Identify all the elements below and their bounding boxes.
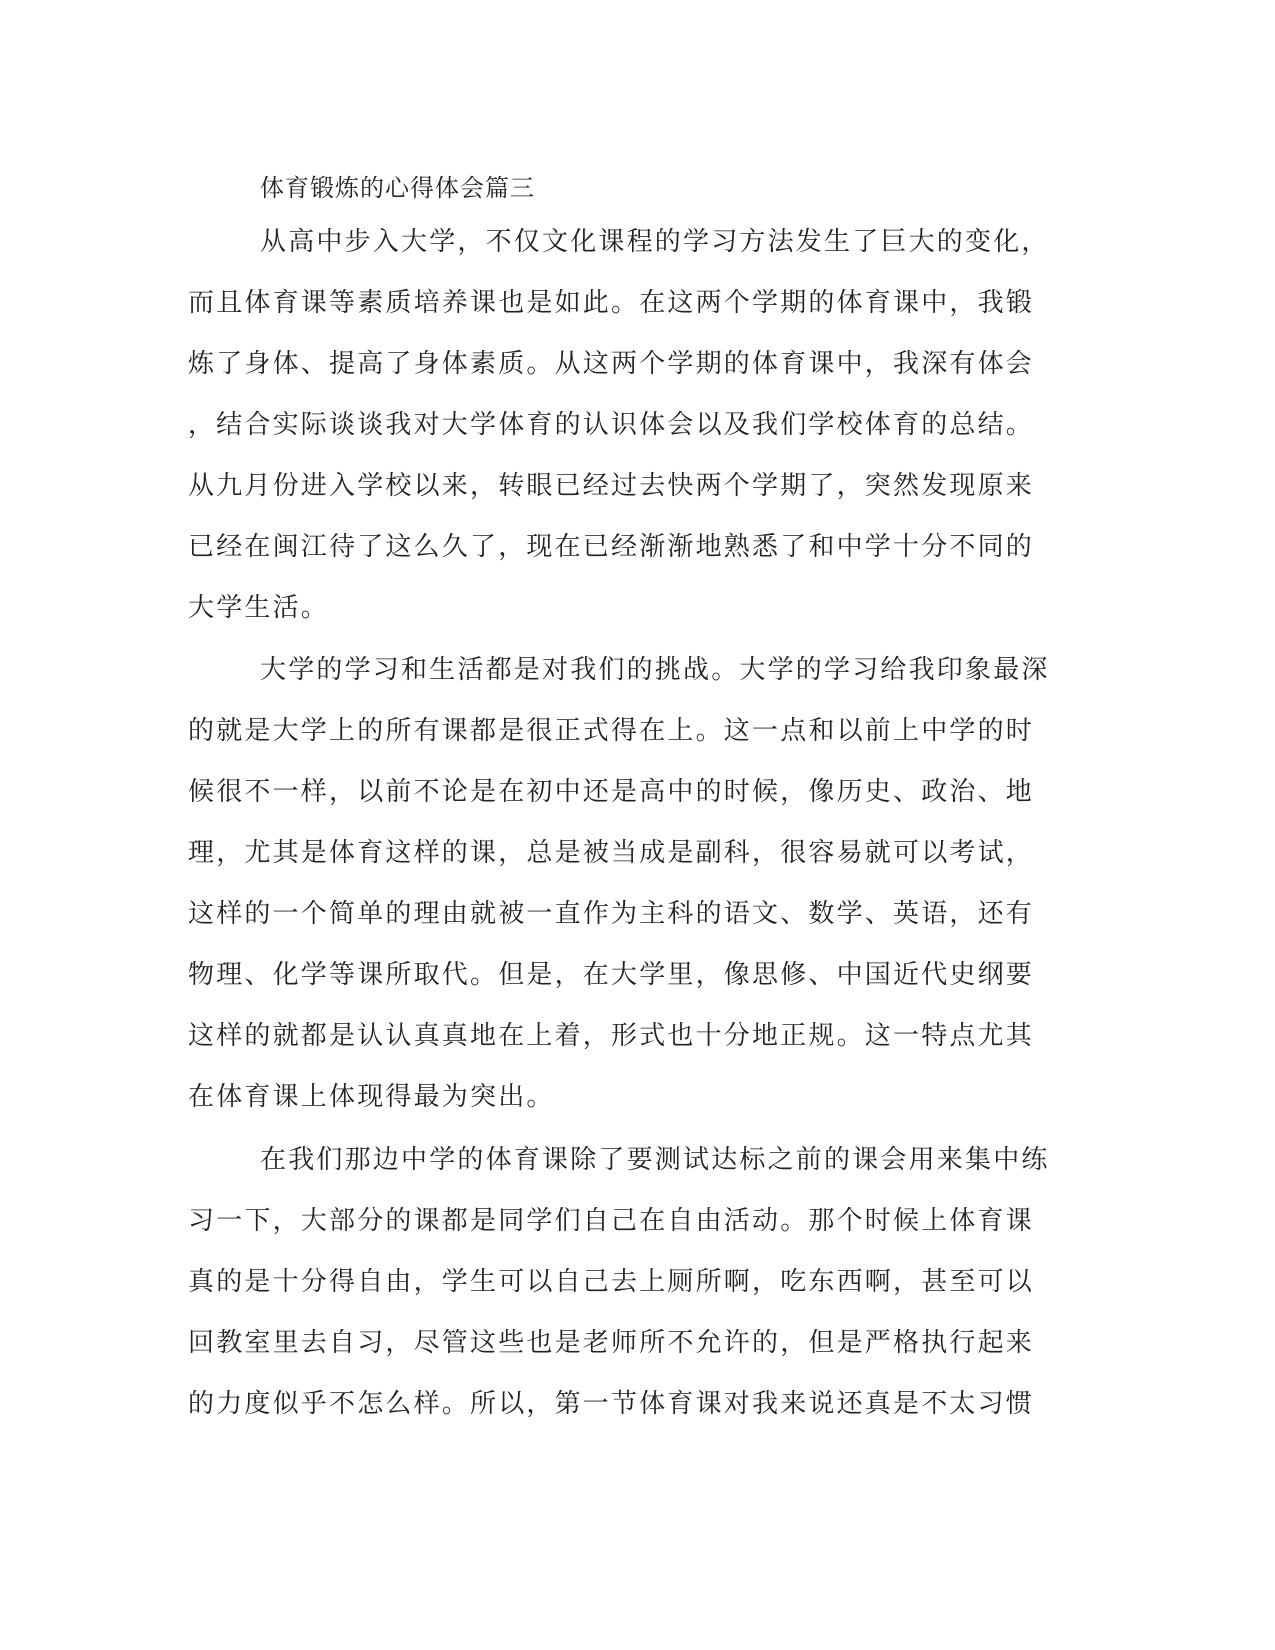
paragraph-1: [188, 212, 1068, 639]
paragraph-line: 候很不一样，以前不论是在初中还是高中的时候，像历史、政治、地: [188, 777, 1035, 807]
paragraph-line: 在体育课上体现得最为突出。: [188, 1082, 555, 1112]
paragraph-line: 而且体育课等素质培养课也是如此。在这两个学期的体育课中，我锻: [188, 288, 1035, 318]
paragraph-line: 的就是大学上的所有课都是很正式得在上。这一点和以前上中学的时: [188, 716, 1035, 746]
paragraph-line: 这样的一个简单的理由就被一直作为主科的语文、数学、英语，还有: [188, 899, 1035, 929]
paragraph-line: 从高中步入大学，不仅文化课程的学习方法发生了巨大的变化，: [260, 227, 1050, 257]
document-heading: 体育锻炼的心得体会篇三: [260, 174, 535, 202]
paragraph-line: 的力度似乎不怎么样。所以，第一节体育课对我来说还真是不太习惯: [188, 1389, 1035, 1419]
paragraph-line: 在我们那边中学的体育课除了要测试达标之前的课会用来集中练: [260, 1145, 1050, 1175]
paragraph-line: 理，尤其是体育这样的课，总是被当成是副科，很容易就可以考试，: [188, 838, 1035, 868]
paragraph-line: 回教室里去自习，尽管这些也是老师所不允许的，但是严格执行起来: [188, 1328, 1035, 1358]
paragraph-line: 真的是十分得自由，学生可以自己去上厕所啊，吃东西啊，甚至可以: [188, 1267, 1035, 1297]
paragraph-line: ，结合实际谈谈我对大学体育的认识体会以及我们学校体育的总结。: [188, 410, 1035, 440]
paragraph-line: 这样的就都是认认真真地在上着，形式也十分地正规。这一特点尤其: [188, 1021, 1035, 1051]
paragraph-line: 大学生活。: [188, 593, 330, 623]
paragraph-line: 物理、化学等课所取代。但是，在大学里，像思修、中国近代史纲要: [188, 960, 1035, 990]
paragraph-line: 习一下，大部分的课都是同学们自己在自由活动。那个时候上体育课: [188, 1206, 1035, 1236]
paragraph-2: [188, 640, 1068, 1128]
paragraph-line: 大学的学习和生活都是对我们的挑战。大学的学习给我印象最深: [260, 655, 1050, 685]
paragraph-line: 从九月份进入学校以来，转眼已经过去快两个学期了，突然发现原来: [188, 471, 1035, 501]
paragraph-3: [188, 1130, 1068, 1435]
paragraph-line: 炼了身体、提高了身体素质。从这两个学期的体育课中，我深有体会: [188, 349, 1035, 379]
paragraph-line: 已经在闽江待了这么久了，现在已经渐渐地熟悉了和中学十分不同的: [188, 532, 1035, 562]
